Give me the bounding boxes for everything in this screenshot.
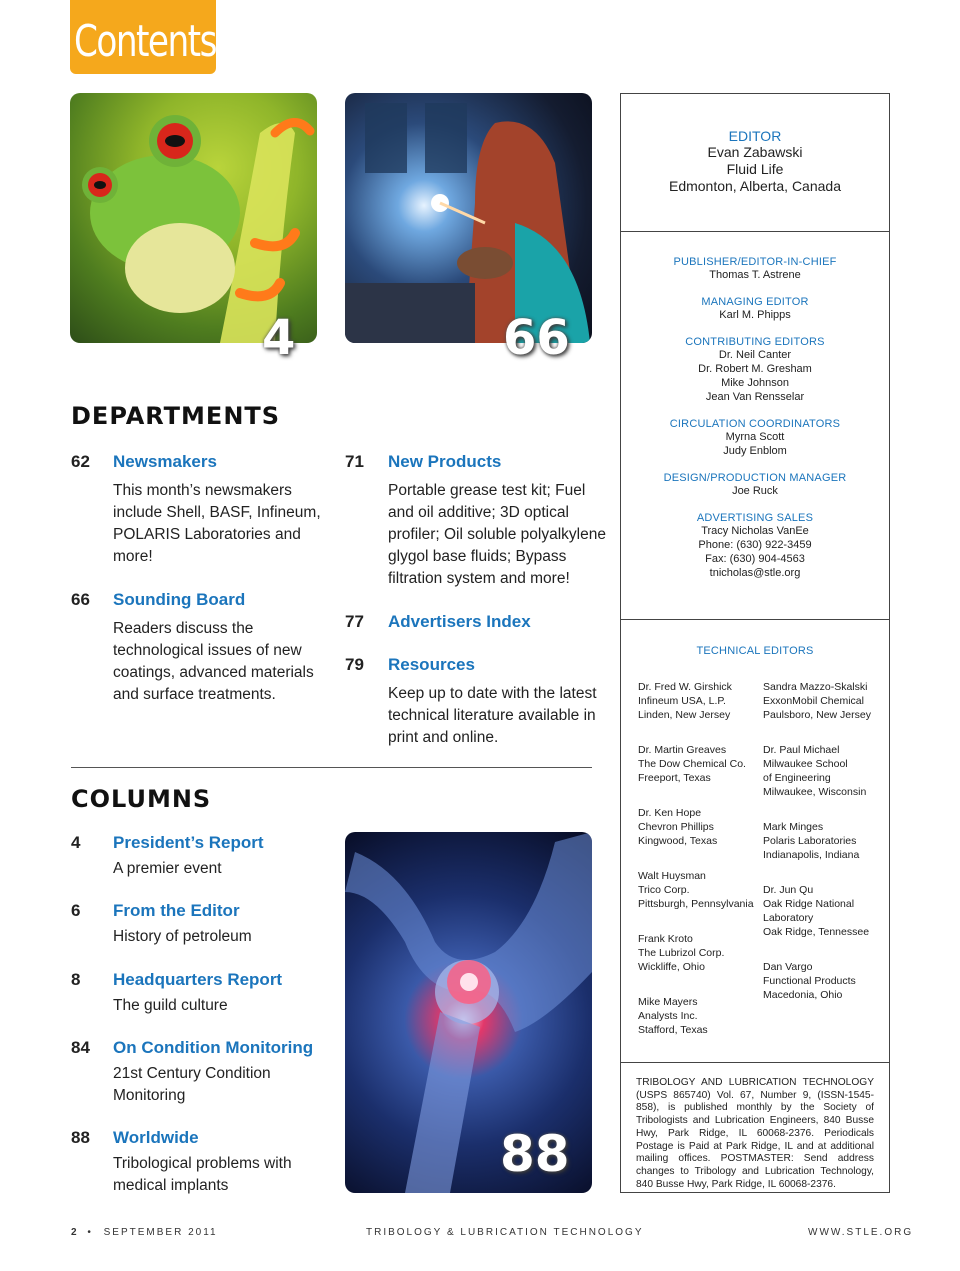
desc-line: medical implants	[113, 1177, 229, 1194]
desc-line: filtration system and more!	[388, 570, 570, 587]
masthead-label: PUBLISHER/EDITOR-IN-CHIEF	[673, 256, 837, 268]
tech-editor-entry	[638, 743, 758, 785]
entry-page-number: 66	[71, 590, 90, 609]
te-line: Stafford, Texas	[638, 1024, 708, 1036]
te-line: Milwaukee School	[763, 758, 848, 770]
masthead-name: Mike Johnson	[721, 377, 789, 389]
entry-description	[113, 995, 228, 1017]
desc-line: 21st Century Condition	[113, 1065, 271, 1082]
masthead-name: Edmonton, Alberta, Canada	[668, 178, 841, 194]
headquarters-report-link[interactable]: Headquarters Report	[113, 970, 283, 989]
advertising-email[interactable]: tnicholas@stle.org	[709, 567, 801, 579]
tech-editor-entry	[638, 869, 758, 911]
resources-link[interactable]: Resources	[388, 655, 475, 674]
te-line: Paulsboro, New Jersey	[763, 709, 871, 721]
presidents-report-link[interactable]: President’s Report	[113, 833, 264, 852]
masthead-label: ADVERTISING SALES	[696, 512, 814, 524]
te-line: The Dow Chemical Co.	[638, 758, 746, 770]
masthead-name: Joe Ruck	[732, 485, 778, 497]
te-line: Dr. Ken Hope	[638, 807, 702, 819]
desc-line: Tribological problems with	[113, 1155, 292, 1172]
entry-page-number: 4	[71, 833, 81, 852]
advertisers-index-link[interactable]: Advertisers Index	[388, 612, 531, 631]
desc-line: more!	[113, 548, 153, 565]
desc-line: technical literature available in	[388, 707, 596, 724]
entry-page-number: 84	[71, 1038, 90, 1057]
desc-line: Monitoring	[113, 1087, 186, 1104]
editor-box	[620, 93, 890, 232]
desc-line: Readers discuss the	[113, 620, 254, 637]
desc-line: glygol base fluids; Bypass	[388, 548, 567, 565]
masthead-name: Fluid Life	[726, 161, 784, 177]
te-line: Polaris Laboratories	[763, 835, 857, 847]
masthead-name: Dr. Neil Canter	[718, 349, 792, 361]
masthead-name: Judy Enblom	[723, 445, 787, 457]
te-line: Walt Huysman	[638, 870, 706, 882]
desc-line: Keep up to date with the latest	[388, 685, 597, 702]
entry-description	[113, 926, 252, 948]
te-line: Infineum USA, L.P.	[638, 695, 726, 707]
desc-line: print and online.	[388, 729, 499, 746]
masthead-label: CONTRIBUTING EDITORS	[685, 336, 825, 348]
te-line: Indianapolis, Indiana	[763, 849, 860, 861]
tech-editor-entry	[638, 680, 758, 722]
on-condition-monitoring-link[interactable]: On Condition Monitoring	[113, 1038, 314, 1057]
masthead-name: Phone: (630) 922-3459	[698, 539, 812, 551]
masthead-label: MANAGING EDITOR	[701, 296, 809, 308]
masthead-name: Jean Van Rensselar	[705, 391, 805, 403]
entry-page-number: 79	[345, 655, 364, 674]
te-line: Oak Ridge National	[763, 898, 855, 910]
masthead-label: EDITOR	[728, 128, 782, 144]
tech-editor-right-column	[763, 680, 887, 1002]
te-line: Trico Corp.	[638, 884, 690, 896]
tech-editor-entry	[763, 883, 887, 939]
masthead-name: Thomas T. Astrene	[709, 269, 801, 281]
new-products-link[interactable]: New Products	[388, 452, 502, 471]
entry-description	[113, 618, 314, 706]
masthead-name: Myrna Scott	[725, 431, 785, 443]
desc-line: A premier event	[113, 860, 222, 877]
te-line: Functional Products	[763, 975, 856, 987]
footer-page-number: 2	[71, 1227, 77, 1238]
tech-editor-entry	[638, 995, 758, 1037]
te-line: Pittsburgh, Pennsylvania	[638, 898, 754, 910]
masthead-name: Fax: (630) 904-4563	[705, 553, 805, 565]
photo-page-number: 4	[262, 310, 296, 366]
departments-heading: DEPARTMENTS	[71, 402, 281, 430]
desc-line: and surface treatments.	[113, 686, 276, 703]
te-line: Analysts Inc.	[638, 1010, 698, 1022]
masthead-name: Karl M. Phipps	[719, 309, 791, 321]
footer-separator: •	[87, 1227, 93, 1238]
photo-page-number: 66	[503, 310, 570, 366]
publication-notice: TRIBOLOGY AND LUBRICATION TECHNOLOGY (USPS 865740) Vol. 67, Number 9, (ISSN-1545-858), is published monthly by the Society of Tribologists and Lubrication Engineers, 840 Busse Hwy, Park Ridge, IL 60068-2376. Periodicals Postage is Paid at Park Ridge, IL and at additional mailing offices. POSTMASTER: Send address changes to Tribology and Lubrication Technology, 840 Busse Hwy, Park Ridge, IL 60068-2376.	[636, 1077, 874, 1190]
desc-line: Portable grease test kit; Fuel	[388, 482, 586, 499]
te-line: Chevron Phillips	[638, 821, 714, 833]
tech-editor-entry	[763, 743, 887, 799]
masthead-label: CIRCULATION COORDINATORS	[669, 418, 841, 430]
entry-description	[388, 683, 597, 749]
desc-line: profiler; Oil soluble polyalkylene	[388, 526, 606, 543]
legal-box	[620, 1062, 890, 1193]
contents-badge	[70, 0, 216, 74]
te-line: Dr. Martin Greaves	[638, 744, 727, 756]
tech-editor-entry	[763, 960, 887, 1002]
sounding-board-link[interactable]: Sounding Board	[113, 590, 246, 609]
masthead-label: TECHNICAL EDITORS	[696, 645, 814, 657]
desc-line: technological issues of new	[113, 642, 302, 659]
te-line: Wickliffe, Ohio	[638, 961, 705, 973]
entry-page-number: 71	[345, 452, 364, 471]
entry-page-number: 77	[345, 612, 364, 631]
te-line: Dr. Jun Qu	[763, 884, 814, 896]
te-line: ExxonMobil Chemical	[763, 695, 864, 707]
entry-description	[113, 858, 222, 880]
page-title: Contents	[74, 16, 216, 67]
desc-line: coatings, advanced materials	[113, 664, 314, 681]
te-line: Dr. Fred W. Girshick	[638, 681, 732, 693]
worldwide-link[interactable]: Worldwide	[113, 1128, 199, 1147]
welder-illustration	[345, 93, 592, 343]
te-line: Laboratory	[763, 912, 814, 924]
te-line: Dr. Paul Michael	[763, 744, 840, 756]
staff-box	[620, 231, 890, 620]
entry-description	[113, 1153, 292, 1197]
frog-illustration	[70, 93, 317, 343]
desc-line: and oil additive; 3D optical	[388, 504, 569, 521]
footer-publication: TRIBOLOGY & LUBRICATION TECHNOLOGY	[366, 1227, 644, 1238]
tech-editor-entry	[638, 932, 758, 974]
section-divider	[71, 767, 592, 768]
desc-line: include Shell, BASF, Infineum,	[113, 504, 321, 521]
te-line: Kingwood, Texas	[638, 835, 718, 847]
te-line: Dan Vargo	[763, 961, 813, 973]
tech-editor-left-column	[638, 680, 758, 1037]
te-line: Frank Kroto	[638, 933, 693, 945]
masthead-name: Dr. Robert M. Gresham	[698, 363, 812, 375]
footer-left	[71, 1227, 218, 1238]
te-line: of Engineering	[763, 772, 831, 784]
masthead-name: Evan Zabawski	[707, 144, 803, 160]
te-line: Oak Ridge, Tennessee	[763, 926, 870, 938]
entry-page-number: 8	[71, 970, 81, 989]
tech-editor-entry	[763, 680, 887, 722]
frog-photo	[70, 93, 317, 343]
masthead-label: DESIGN/PRODUCTION MANAGER	[663, 472, 847, 484]
te-line: Freeport, Texas	[638, 772, 711, 784]
te-line: Linden, New Jersey	[638, 709, 731, 721]
entry-description	[113, 1063, 271, 1107]
te-line: Mark Minges	[763, 821, 824, 833]
te-line: Macedonia, Ohio	[763, 989, 843, 1001]
entry-page-number: 62	[71, 452, 90, 471]
tech-editor-entry	[763, 820, 887, 862]
te-line: The Lubrizol Corp.	[638, 947, 725, 959]
footer-website[interactable]: WWW.STLE.ORG	[808, 1227, 914, 1238]
te-line: Milwaukee, Wisconsin	[763, 786, 867, 798]
desc-line: POLARIS Laboratories and	[113, 526, 301, 543]
te-line: Mike Mayers	[638, 996, 698, 1008]
te-line: Sandra Mazzo-Skalski	[763, 681, 868, 693]
newsmakers-link[interactable]: Newsmakers	[113, 452, 217, 471]
entry-page-number: 88	[71, 1128, 90, 1147]
masthead-name: Tracy Nicholas VanEe	[701, 525, 809, 537]
columns-heading: COLUMNS	[71, 785, 212, 813]
from-the-editor-link[interactable]: From the Editor	[113, 901, 240, 920]
tech-editor-entry	[638, 806, 758, 848]
desc-line: The guild culture	[113, 997, 228, 1014]
welding-photo	[345, 93, 592, 343]
entry-page-number: 6	[71, 901, 81, 920]
entry-description	[113, 480, 321, 568]
photo-page-number: 88	[500, 1125, 570, 1183]
entry-description	[388, 480, 606, 590]
footer-date: SEPTEMBER 2011	[103, 1227, 218, 1238]
desc-line: History of petroleum	[113, 928, 252, 945]
technical-editors-box	[620, 619, 890, 1063]
desc-line: This month’s newsmakers	[113, 482, 292, 499]
